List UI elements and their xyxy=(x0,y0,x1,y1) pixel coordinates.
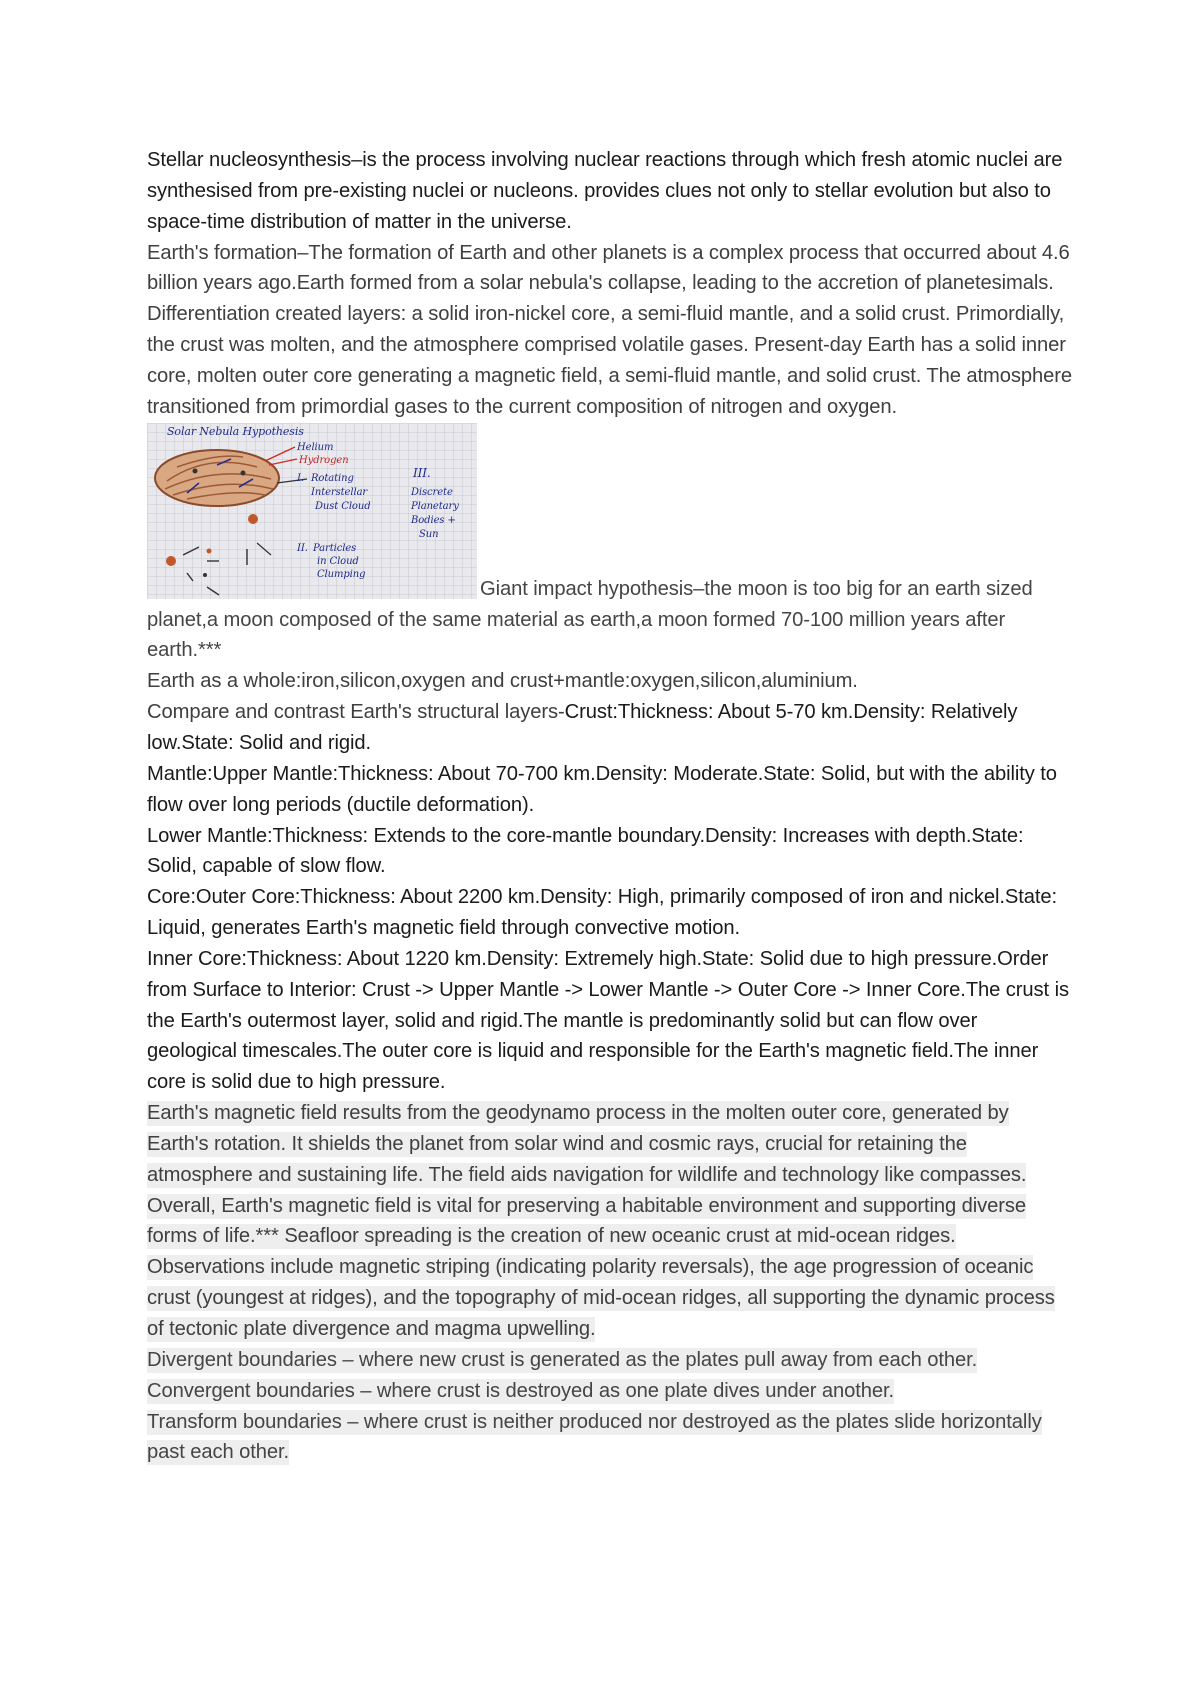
sketch-stage3-line1: Discrete xyxy=(411,486,453,498)
paragraph-plate-boundaries xyxy=(147,1345,1072,1468)
transform-boundaries: Transform boundaries – where crust is neither produced nor destroyed as the plates slide horizontally past each other. xyxy=(147,1410,1042,1464)
sketch-stage2-line2: in Cloud xyxy=(317,555,359,567)
sketch-stage2-line1: Particles xyxy=(313,542,357,554)
paragraph-magnetic-field xyxy=(147,1098,1072,1345)
paragraph-composition: Earth as a whole:iron,silicon,oxygen and crust+mantle:oxygen,silicon,aluminium. xyxy=(147,670,858,693)
paragraph-nucleosynthesis: Stellar nucleosynthesis–is the process involving nuclear reactions through which fresh atomic nuclei are synthesised from pre-existing nuclei or nucleons. provides clues not only to stellar evolution but also to space-time distribution of matter in the universe. xyxy=(147,149,1063,233)
paragraph-inner-core: Inner Core:Thickness: About 1220 km.Density: Extremely high.State: Solid due to high pressure.Order from Surface to Interior: Crust -> Upper Mantle -> Lower Mantle -> Outer Core -> Inner Core.The crust is the Earth's outermost layer, solid and rigid.The mantle is predominantly solid but can flow over geological timescales.The outer core is liquid and responsible for the Earth's magnetic field.The inner core is solid due to high pressure. xyxy=(147,947,1069,1094)
sketch-stage1-line3: Dust Cloud xyxy=(315,500,371,512)
paragraph-lower-mantle: Lower Mantle:Thickness: Extends to the core-mantle boundary.Density: Increases with depth.State: Solid, capable of slow flow. xyxy=(147,824,1024,878)
sketch-stage1-line2: Interstellar xyxy=(311,486,368,498)
sketch-stage2-number: II. xyxy=(297,542,308,554)
sketch-stage1-line1: Rotating xyxy=(311,472,354,484)
sketch-stage3-line4: Sun xyxy=(419,528,439,540)
layers-intro: Compare and contrast Earth's structural layers- xyxy=(147,701,565,724)
paragraph-layers xyxy=(147,697,1072,759)
sketch-stage1-number: I. xyxy=(297,472,304,484)
layers-crust: Crust:Thickness: About 5-70 km.Density: Relatively low.State: Solid and rigid. xyxy=(147,701,1018,754)
convergent-boundaries: Convergent boundaries – where crust is destroyed as one plate dives under another. xyxy=(147,1379,895,1402)
sketch-stage3-number: III. xyxy=(413,465,431,480)
divergent-boundaries: Divergent boundaries – where new crust is generated as the plates pull away from each other. xyxy=(147,1348,978,1371)
magnetic-field-highlight: Earth's magnetic field results from the geodynamo process in the molten outer core, generated by Earth's rotation. It shields the planet from solar wind and cosmic rays, crucial for retaining the atmosphere and sustaining life. The field aids navigation for wildlife and technology like compasses. Overall, Earth's magnetic field is vital for preserving a habitable environment and supporting diverse forms of life.*** Seafloor spreading is the creation of new oceanic crust at mid-ocean ridges. Observations include magnetic striping (indicating polarity reversals), the age progression of oceanic crust (youngest at ridges), and the topography of mid-ocean ridges, all supporting the dynamic process of tectonic plate divergence and magma upwelling. xyxy=(147,1102,1055,1340)
sketch-stage3-line2: Planetary xyxy=(411,500,459,512)
document-body xyxy=(147,145,1072,1468)
sketch-label-helium: Helium xyxy=(297,441,334,453)
sketch-stage2-line3: Clumping xyxy=(317,568,366,580)
solar-nebula-sketch-image xyxy=(147,423,477,599)
sketch-stage3-line3: Bodies + xyxy=(411,514,456,526)
paragraph-outer-core: Core:Outer Core:Thickness: About 2200 km.Density: High, primarily composed of iron and nickel.State: Liquid, generates Earth's magnetic field through convective motion. xyxy=(147,886,1058,940)
sketch-title: Solar Nebula Hypothesis xyxy=(167,424,304,438)
paragraph-earth-formation: Earth's formation–The formation of Earth and other planets is a complex process that occurred about 4.6 billion years ago.Earth formed from a solar nebula's collapse, leading to the accretion of planetesimals. Differentiation created layers: a solid iron-nickel core, a semi-fluid mantle, and a solid crust. Primordially, the crust was molten, and the atmosphere comprised volatile gases. Present-day Earth has a solid inner core, molten outer core generating a magnetic field, a semi-fluid mantle, and solid crust. The atmosphere transitioned from primordial gases to the current composition of nitrogen and oxygen. xyxy=(147,241,1072,418)
sketch-label-hydrogen: Hydrogen xyxy=(299,454,349,466)
paragraph-giant-impact: Giant impact hypothesis–the moon is too big for an earth sized planet,a moon composed of the same material as earth,a moon formed 70-100 million years after earth.*** xyxy=(147,577,1033,662)
paragraph-upper-mantle: Mantle:Upper Mantle:Thickness: About 70-700 km.Density: Moderate.State: Solid, but with the ability to flow over long periods (ductile deformation). xyxy=(147,762,1057,816)
